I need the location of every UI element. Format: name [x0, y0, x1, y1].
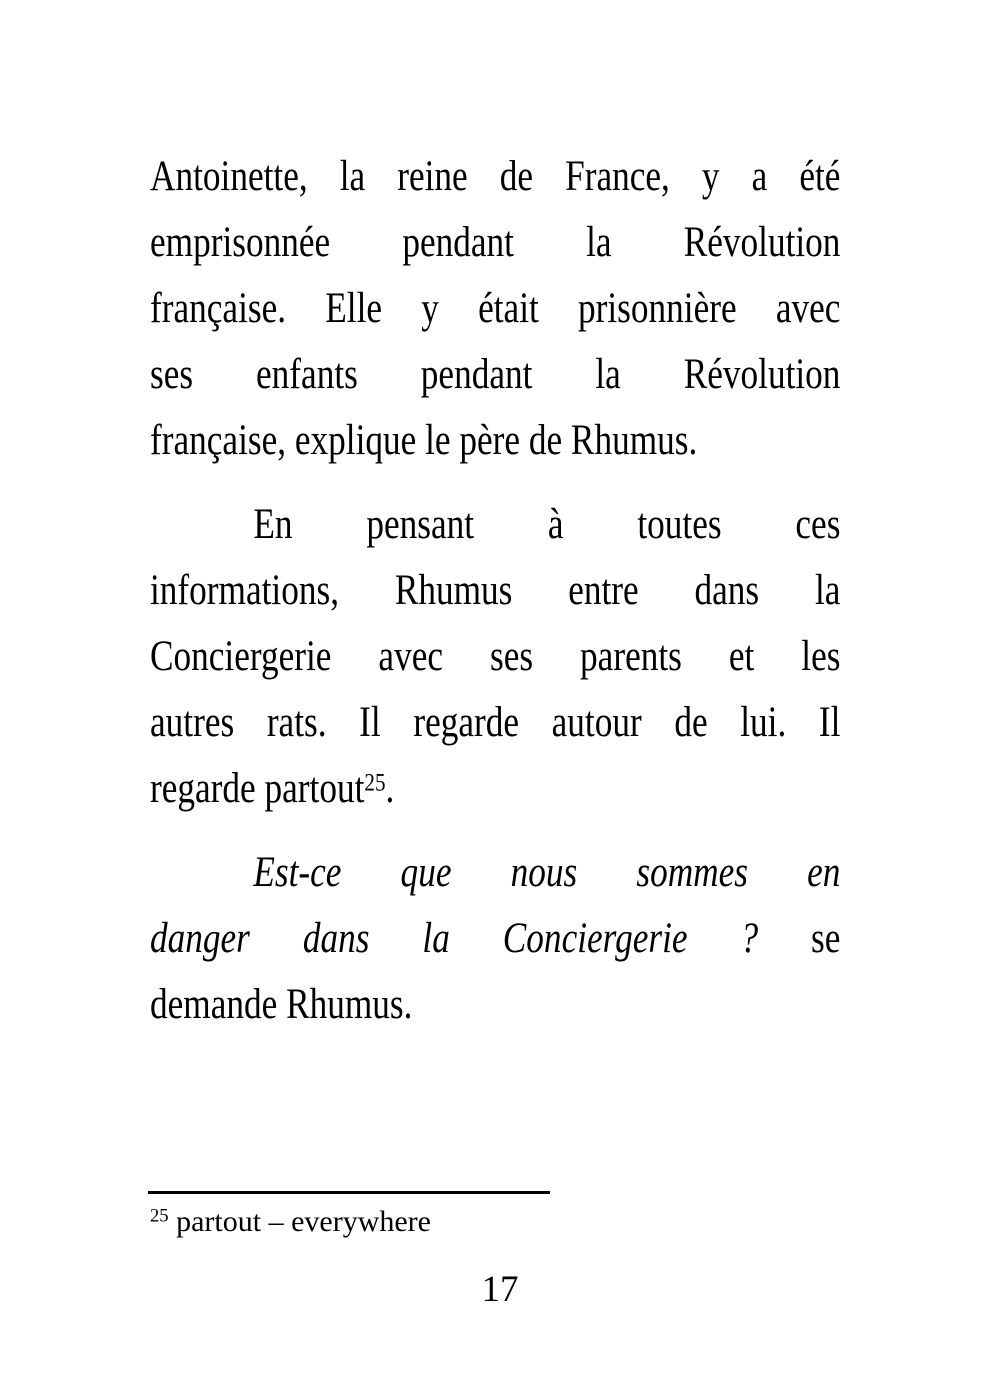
body-text	[150, 144, 992, 1038]
text-line	[150, 756, 840, 822]
text-segment: .	[385, 765, 395, 812]
paragraph-3	[150, 840, 992, 1038]
text-line: française. Elle y était prisonnière avec	[150, 285, 841, 332]
text-line: En pensant à toutes ces	[253, 501, 841, 548]
text-line: Antoinette, la reine de France, y a été	[150, 153, 841, 200]
text-line	[150, 906, 840, 972]
text-segment: se	[811, 915, 841, 962]
text-line: demande Rhumus.	[150, 981, 413, 1028]
footnote-separator	[148, 1191, 550, 1194]
text-line: informations, Rhumus entre dans la	[150, 567, 841, 614]
footnote	[150, 1203, 850, 1241]
footnote-reference: 25	[364, 767, 386, 797]
text-segment-italic: danger dans la Conciergerie ?	[150, 915, 759, 962]
paragraph-2	[150, 492, 992, 822]
paragraph-1	[150, 144, 992, 474]
text-line: Conciergerie avec ses parents et les	[150, 633, 841, 680]
footnote-marker: 25	[150, 1205, 169, 1227]
text-line: ses enfants pendant la Révolution	[150, 351, 841, 398]
text-line: Est-ce que nous sommes en	[253, 849, 841, 896]
footnote-text: partout – everywhere	[176, 1205, 431, 1238]
text-line: emprisonnée pendant la Révolution	[150, 219, 841, 266]
text-line: française, explique le père de Rhumus.	[150, 417, 698, 464]
page-number: 17	[481, 1269, 519, 1310]
text-segment: regarde partout	[150, 765, 365, 812]
text-line: autres rats. Il regarde autour de lui. Il	[150, 699, 841, 746]
